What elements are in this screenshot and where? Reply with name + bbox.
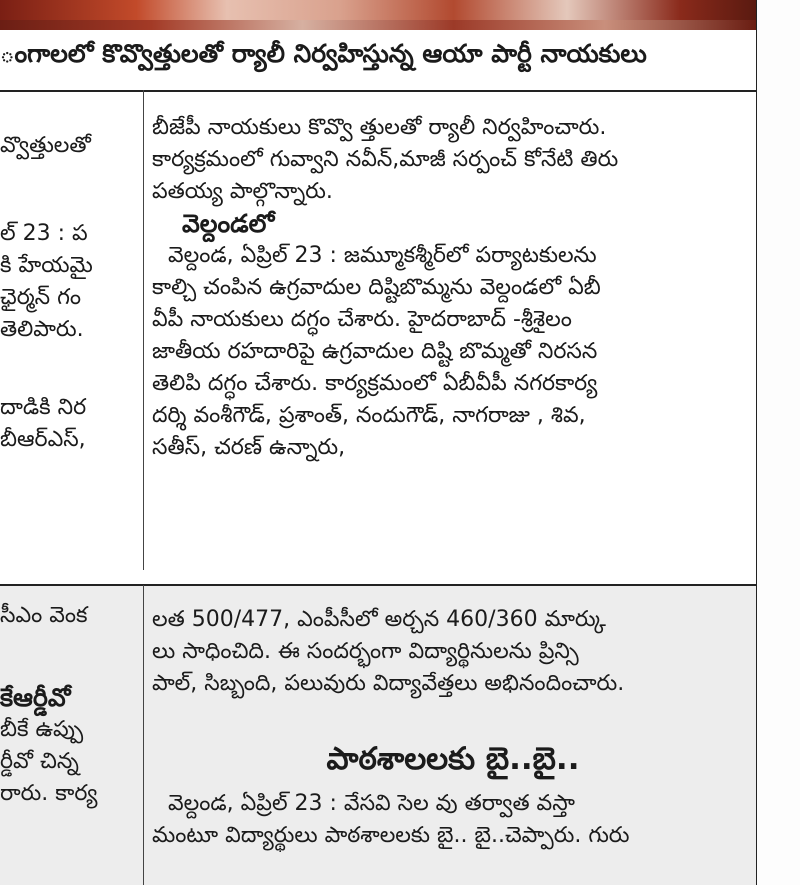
right-column-schools (152, 788, 752, 852)
text-line: తెలిపారు. (0, 317, 84, 342)
text-line: సీఎం వెంక (0, 603, 88, 628)
section-heading: వెల్దండలో (182, 209, 275, 238)
text-line: వీపీ నాయకులు దగ్ధం చేశారు. హైదరాబాద్ -శ్రీశైలం (152, 307, 572, 332)
right-column-bottom (152, 604, 752, 700)
text-line: ల్ 23 : ప (0, 221, 88, 246)
text-line: దాడికి నిర (0, 395, 87, 420)
text-line: తెలిపి దగ్ధం చేశారు. కార్యక్రమంలో ఏబీవీపీ నగరకార్య (152, 371, 598, 396)
text-line: జాతీయ రహదారిపై ఉగ్రవాదుల దిష్టి బొమ్మతో నిరసన (152, 339, 598, 364)
text-line: పతయ్య పాల్గొన్నారు. (152, 179, 333, 204)
left-column-top (0, 108, 142, 456)
text-line: కి హేయమై (0, 253, 93, 278)
photo-caption: ంగాలలో కొవ్వొత్తులతో ర్యాలీ నిర్వహిస్తున్న ఆయా పార్టీ నాయకులు (0, 39, 647, 68)
section-rule (0, 584, 756, 586)
text-line: ఛైర్మన్ గం (0, 285, 82, 310)
text-line: వ్వొత్తులతో (0, 133, 91, 158)
news-photo (0, 0, 756, 30)
text-line: వెల్దండ, ఏప్రిల్ 23 : వేసవి సెల వు తర్వాత వస్తా (168, 791, 575, 816)
article-headline: పాఠశాలలకు బై..బై.. (326, 741, 580, 777)
section-heading: కేఆర్డీవో (0, 683, 71, 712)
right-column-top (152, 112, 752, 464)
text-line: బీజేపీ నాయకులు కొవ్వొ త్తులతో ర్యాలీ నిర్వహించారు. (152, 115, 607, 140)
text-line: ర్డీవో చిన్న (0, 749, 79, 774)
text-line: బీకే ఉప్పు (0, 717, 84, 742)
text-line (0, 162, 142, 218)
text-line: కార్యక్రమంలో గువ్వాని నవీన్,మాజీ సర్పంచ్ కోనేటి తిరు (152, 147, 619, 172)
text-line: మంటూ విద్యార్థులు పాఠశాలలకు బై.. బై..చెప్పారు. గురు (152, 823, 630, 848)
text-line (0, 346, 142, 392)
text-line: లు సాధించిది. ఈ సందర్భంగా విద్యార్థినులను ప్రిన్సి (152, 639, 579, 664)
text-line: దర్శి వంశీగౌడ్, ప్రశాంత్, నందుగౌడ్, నాగరాజు , శివ, (152, 403, 586, 428)
column-divider (143, 90, 144, 570)
left-column-bottom (0, 600, 142, 810)
text-line: బీఆర్ఎస్, (0, 427, 86, 452)
text-line: పాల్, సిబ్బంది, పలువురు విద్యావేత్తలు అభినందించారు. (152, 671, 625, 696)
text-line: లత 500/477, ఎంపీసీలో అర్చన 460/360 మార్కు (152, 607, 606, 632)
adjacent-page-strip (757, 0, 800, 885)
text-line: కాల్చి చంపిన ఉగ్రవాదుల దిష్టిబొమ్మను వెల్దండలో ఏబీ (152, 275, 601, 300)
caption-rule (0, 90, 756, 92)
text-line (0, 632, 142, 682)
column-divider-bottom (143, 585, 144, 885)
text-line: వెల్దండ, ఏప్రిల్ 23 : జమ్మూకశ్మీర్‌లో పర్యాటకులను (168, 243, 597, 268)
text-line: రారు. కార్య (0, 781, 98, 806)
text-line: సతీస్, చరణ్ ఉన్నారు, (152, 435, 346, 460)
